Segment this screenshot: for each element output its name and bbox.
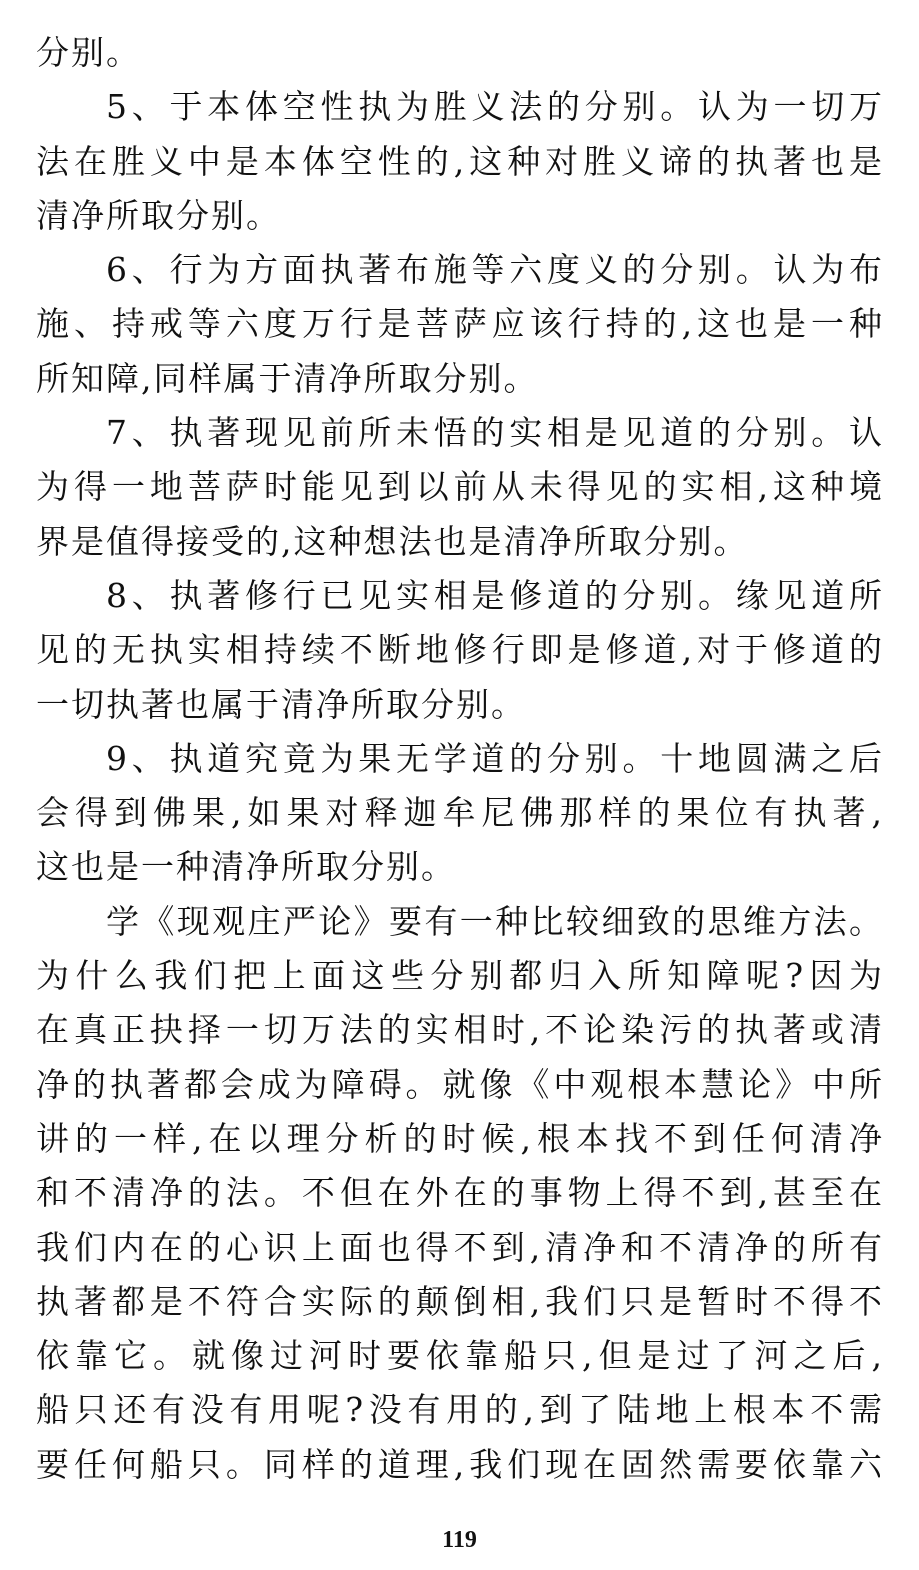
text-line: 在真正抉择一切万法的实相时,不论染污的执著或清: [36, 1010, 884, 1050]
text-line: 见的无执实相持续不断地修行即是修道,对于修道的: [36, 630, 884, 670]
text-line: 要任何船只。同样的道理,我们现在固然需要依靠六: [36, 1444, 884, 1484]
text-line: 这也是一种清净所取分别。: [36, 847, 456, 887]
text-line: 我们内在的心识上面也得不到,清净和不清净的所有: [36, 1227, 884, 1267]
text-line: 9、执道究竟为果无学道的分别。十地圆满之后: [106, 738, 884, 778]
text-line: 清净所取分别。: [36, 195, 281, 235]
text-line: 一切执著也属于清净所取分别。: [36, 684, 526, 724]
text-line: 为什么我们把上面这些分别都归入所知障呢?因为: [36, 956, 884, 996]
text-line: 船只还有没有用呢?没有用的,到了陆地上根本不需: [36, 1390, 884, 1430]
body-text: [36, 26, 884, 1492]
text-line: 会得到佛果,如果对释迦牟尼佛那样的果位有执著,: [36, 793, 884, 833]
text-line: 5、于本体空性执为胜义法的分别。认为一切万: [106, 87, 884, 127]
page-number: 119: [442, 1527, 477, 1553]
text-line: 和不清净的法。不但在外在的事物上得不到,甚至在: [36, 1173, 884, 1213]
text-line: 所知障,同样属于清净所取分别。: [36, 358, 539, 398]
text-line: 界是值得接受的,这种想法也是清净所取分别。: [36, 521, 749, 561]
text-line: 8、执著修行已见实相是修道的分别。缘见道所: [106, 575, 884, 615]
text-line: 执著都是不符合实际的颠倒相,我们只是暂时不得不: [36, 1281, 884, 1321]
text-line: 施、持戒等六度万行是菩萨应该行持的,这也是一种: [36, 304, 884, 344]
text-line: 净的执著都会成为障碍。就像《中观根本慧论》中所: [36, 1064, 884, 1104]
text-line: 6、行为方面执著布施等六度义的分别。认为布: [106, 250, 884, 290]
text-line: 学《现观庄严论》要有一种比较细致的思维方法。: [106, 901, 884, 941]
text-line: 讲的一样,在以理分析的时候,根本找不到任何清净: [36, 1118, 884, 1158]
text-line: 依靠它。就像过河时要依靠船只,但是过了河之后,: [36, 1336, 884, 1376]
text-line: 法在胜义中是本体空性的,这种对胜义谛的执著也是: [36, 141, 884, 181]
text-line: 7、执著现见前所未悟的实相是见道的分别。认: [106, 413, 884, 453]
text-line: 为得一地菩萨时能见到以前从未得见的实相,这种境: [36, 467, 884, 507]
text-line: 分别。: [36, 33, 141, 72]
